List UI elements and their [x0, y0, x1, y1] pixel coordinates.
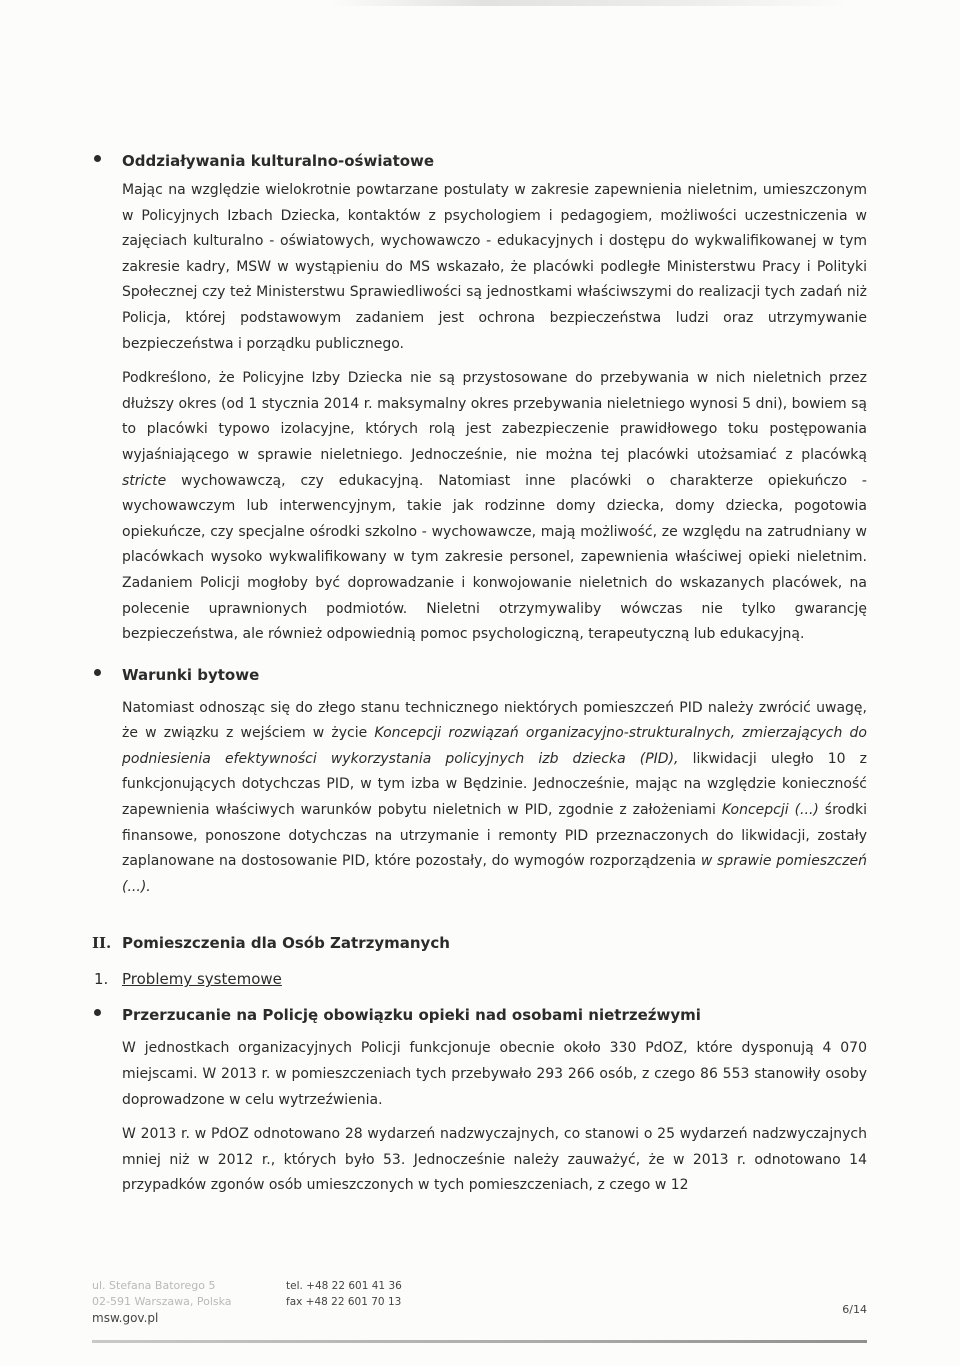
footer-rule: [92, 1340, 867, 1343]
subsection-number: 1.: [94, 970, 109, 989]
section-police-paragraph-2: W 2013 r. w PdOZ odnotowano 28 wydarzeń nadzwyczajnych, co stanowi o 25 wydarzeń nadzwyczajnych mniej niż w 2012 r., których było 53. Jednocześnie należy zauważyć, że w 2013 r. odnotowano 14 przypadków zgonów osób umieszczonych w tych pomieszczeniach, z czego w 12: [122, 1126, 867, 1194]
scan-smudge: [330, 0, 850, 6]
footer-address-line-2: 02-591 Warszawa, Polska: [92, 1295, 232, 1308]
footer-contact: [286, 1278, 402, 1310]
section-ii-title: Pomieszczenia dla Osób Zatrzymanych: [122, 934, 450, 953]
footer-address: [92, 1278, 232, 1326]
section-living-heading: Warunki bytowe: [122, 665, 260, 684]
page-footer: [92, 1278, 867, 1338]
section-police: [92, 1002, 867, 1199]
section-culture: [92, 148, 867, 648]
section-culture-heading: Oddziaływania kulturalno-oświatowe: [122, 152, 435, 170]
section-living-paragraph-1: Natomiast odnosząc się do złego stanu technicznego niektórych pomieszczeń PID należy zwrócić uwagę, że w związku z wejściem w życie Koncepcji rozwiązań organizacyjno-strukturalnych, zmierzających do podniesienia efektywności wykorzystania policyjnych izb dziecka (PID), likwidacji uległo 10 z funkcjonujących dotychczas PID, w tym izba w Będzinie. Jednocześnie, mając na względzie konieczność zapewnienia właściwych warunków pobytu nieletnich w PID, zgodnie z założeniami Koncepcji (...) środki finansowe, ponoszone dotychczas na utrzymanie i remonty PID przeznaczonych do likwidacji, zostały zaplanowane na dostosowanie PID, które pozostały, do wymogów rozporządzenia w sprawie pomieszczeń (...).: [122, 699, 867, 895]
page-content: [92, 148, 867, 1199]
footer-website: msw.gov.pl: [92, 1311, 159, 1325]
subsection-title: Problemy systemowe: [122, 970, 282, 989]
footer-address-line-1: ul. Stefana Batorego 5: [92, 1279, 216, 1292]
page-number: 6/14: [842, 1303, 867, 1316]
section-culture-paragraph-2: Podkreślono, że Policyjne Izby Dziecka nie są przystosowane do przebywania w nich nieletnich przez dłuższy okres (od 1 stycznia 2014 r. maksymalny okres przebywania nieletniego wynosi 5 dni), bowiem są to placówki typowo izolacyjne, których rolą jest zabezpieczenie prawidłowego toku postępowania wyjaśniającego w sprawie nieletniego. Jednocześnie, nie można tej placówki utożsamiać z placówką stricte wychowawczą, czy edukacyjną. Natomiast inne placówki o charakterze opiekuńczo - wychowawczym lub interwencyjnym, takie jak rodzinne domy dziecka, domy dziecka, pogotowia opiekuńcze, czy specjalne ośrodki szkolno - wychowawcze, mają możliwość, ze względu na zatrudniany w placówkach wysoko wykwalifikowany w tym zakresie personel, zapewnienia właściwej opieki nieletnim. Zadaniem Policji mogłoby być doprowadzanie i konwojowanie nieletnich do wskazanych placówek, na polecenie uprawnionych podmiotów. Nieletni otrzymywaliby wówczas nie tylko gwarancję bezpieczeństwa, ale również odpowiednią pomoc psychologiczną, terapeutyczną lub edukacyjną.: [122, 370, 867, 643]
section-culture-paragraph-1: Mając na względzie wielokrotnie powtarzane postulaty w zakresie zapewnienia nieletnim, umieszczonym w Policyjnych Izbach Dziecka, kontaktów z psychologiem i pedagogiem, możliwości uczestniczenia w zajęciach kulturalno - oświatowych, wychowawczo - edukacyjnych i dostępu do wykwalifikowanej w tym zakresie kadry, MSW w wystąpieniu do MS wskazało, że placówki podległe Ministerstwu Pracy i Polityki Społecznej czy też Ministerstwu Sprawiedliwości są jednostkami właściwszymi do realizacji tych zadań niż Policja, której podstawowym zadaniem jest ochrona bezpieczeństwa ludzi oraz utrzymywanie bezpieczeństwa i porządku publicznego.: [122, 182, 867, 352]
section-living: [92, 662, 867, 901]
footer-phone: tel. +48 22 601 41 36: [286, 1280, 402, 1292]
section-police-paragraph-1: W jednostkach organizacyjnych Policji funkcjonuje obecnie około 330 PdOZ, które dysponują 4 070 miejscami. W 2013 r. w pomieszczeniach tych przebywało 293 266 osób, z czego 86 553 stanowiły osoby doprowadzone w celu wytrzeźwienia.: [122, 1040, 867, 1108]
bullet-icon: [94, 155, 101, 162]
bullet-icon: [94, 1009, 101, 1016]
subsection-heading: [92, 966, 867, 992]
section-police-heading: Przerzucanie na Policję obowiązku opieki nad osobami nietrzeźwymi: [122, 1006, 701, 1025]
section-ii-number: II.: [92, 934, 112, 953]
section-ii-heading: [92, 930, 867, 956]
bullet-icon: [94, 669, 101, 676]
footer-fax: fax +48 22 601 70 13: [286, 1296, 402, 1308]
